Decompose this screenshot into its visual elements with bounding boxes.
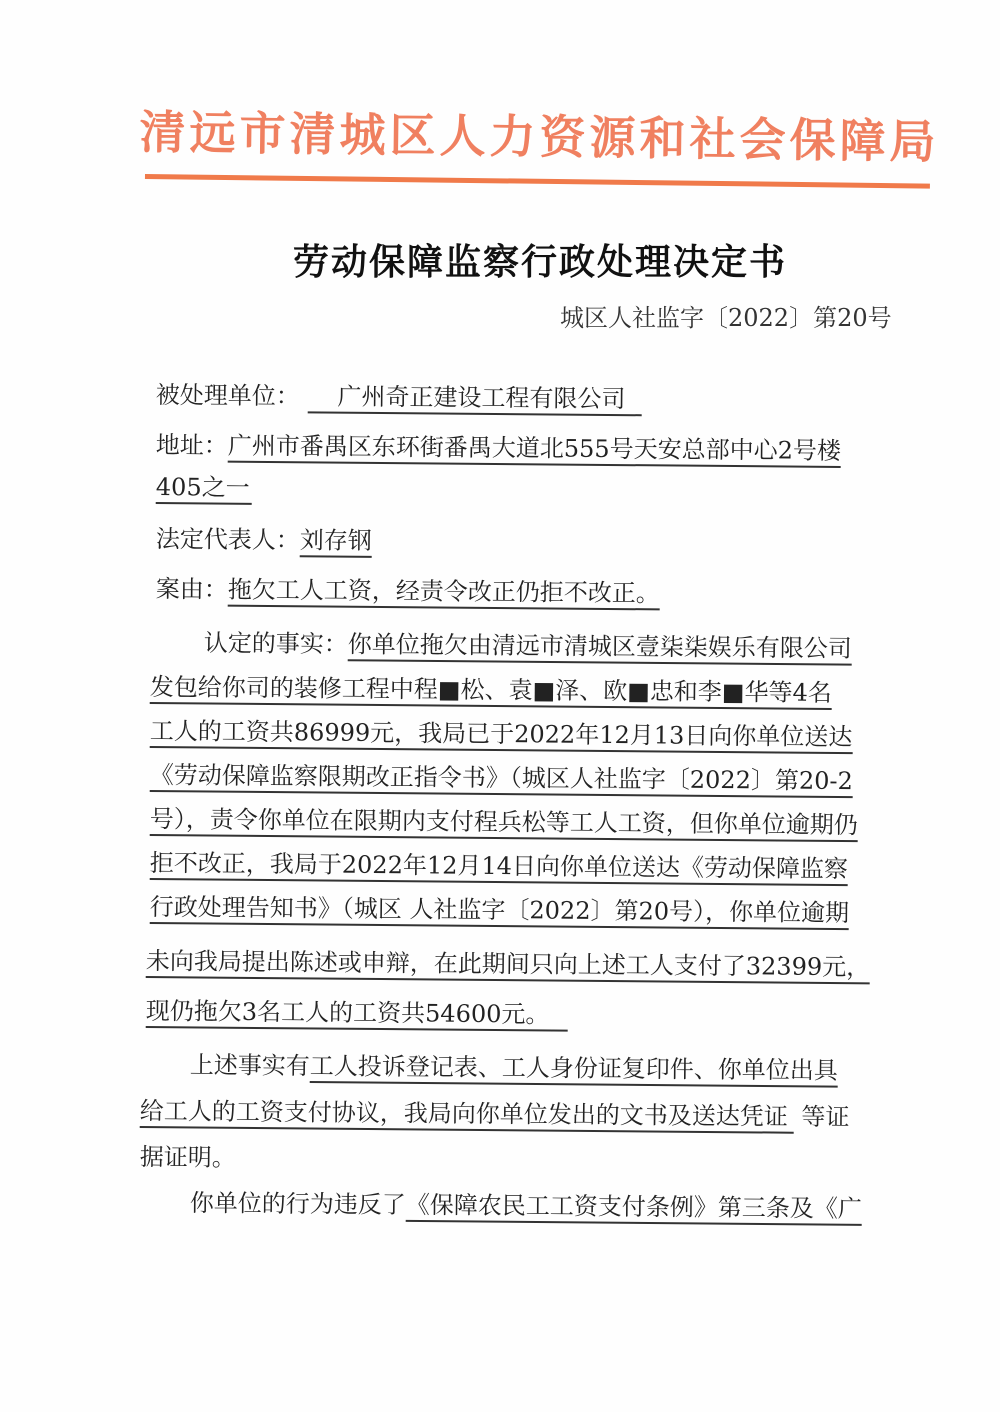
violation-prefix: 你单位的行为违反了 bbox=[189, 1188, 406, 1219]
evidence-line-1 bbox=[190, 1048, 838, 1088]
facts-line-2 bbox=[150, 670, 832, 710]
facts-line-1 bbox=[204, 626, 852, 666]
address-label: 地址： bbox=[155, 430, 228, 460]
address-value-line1: 广州市番禺区东环街番禺大道北555号天安总部中心2号楼 bbox=[228, 432, 841, 468]
facts-line-6 bbox=[150, 846, 848, 886]
facts-line-7 bbox=[150, 890, 850, 930]
facts-text-7: 行政处理告知书》（城区 人社监字〔2022〕第20号），你单位逾期 bbox=[150, 893, 849, 930]
evidence-line-2 bbox=[140, 1094, 850, 1134]
facts-text-5: 号），责令你单位在限期内支付程兵松等工人工资，但你单位逾期仍 bbox=[150, 805, 858, 842]
facts-text-9: 现仍拖欠3名工人的工资共54600元。 bbox=[146, 997, 568, 1032]
evidence-text-2: 给工人的工资支付协议，我局向你单位发出的文书及送达凭证 bbox=[140, 1097, 794, 1134]
facts-text-6: 拒不改正，我局于2022年12月14日向你单位送达《劳动保障监察 bbox=[150, 849, 848, 886]
facts-text-8: 未向我局提出陈述或申辩，在此期间只向上述工人支付了32399元， bbox=[146, 947, 871, 984]
evidence-text-1: 工人投诉登记表、工人身份证复印件、你单位出具 bbox=[310, 1052, 838, 1088]
evidence-prefix: 上述事实有 bbox=[189, 1050, 310, 1081]
evidence-line-3 bbox=[140, 1140, 236, 1175]
evidence-suffix: 等证 bbox=[801, 1102, 850, 1132]
facts-text-3: 工人的工资共86999元，我局已于2022年12月13日向你单位送达 bbox=[150, 717, 853, 754]
cause-label: 案由： bbox=[155, 574, 228, 604]
legal-rep-value: 刘存钢 bbox=[300, 526, 372, 558]
evidence-text-3: 据证明。 bbox=[139, 1142, 236, 1172]
facts-text-2: 发包给你司的装修工程中程■松、袁■泽、欧■忠和李■华等4名 bbox=[150, 673, 832, 710]
document-number-text: 城区人社监字〔2022〕第20号 bbox=[560, 304, 892, 332]
facts-text-1: 你单位拖欠由清远市清城区壹柒柒娱乐有限公司 bbox=[348, 630, 852, 665]
agency-letterhead: 清远市清城区人力资源和社会保障局 bbox=[139, 104, 940, 169]
facts-line-5 bbox=[150, 802, 858, 842]
facts-line-8 bbox=[146, 944, 871, 984]
cause-field bbox=[156, 572, 660, 610]
unit-label: 被处理单位： bbox=[155, 380, 300, 411]
facts-line-9 bbox=[146, 994, 568, 1032]
address-value-line2: 405之一 bbox=[156, 473, 252, 505]
facts-line-4 bbox=[150, 758, 853, 798]
violation-text: 《保障农民工工资支付条例》第三条及《广 bbox=[406, 1191, 862, 1226]
legal-rep-field bbox=[156, 522, 372, 558]
violation-line bbox=[190, 1186, 862, 1226]
facts-text-4: 《劳动保障监察限期改正指令书》（城区人社监字〔2022〕第20-2 bbox=[150, 761, 853, 798]
unit-field bbox=[156, 378, 642, 416]
unit-value: 广州奇正建设工程有限公司 bbox=[307, 382, 641, 416]
document-number bbox=[560, 298, 900, 333]
address-field-cont bbox=[156, 470, 252, 505]
facts-label: 认定的事实： bbox=[203, 628, 348, 659]
address-field bbox=[156, 428, 841, 468]
cause-value: 拖欠工人工资，经责令改正仍拒不改正。 bbox=[228, 576, 660, 611]
letterhead-divider bbox=[145, 174, 930, 189]
facts-line-3 bbox=[150, 714, 853, 754]
legal-rep-label: 法定代表人： bbox=[155, 524, 300, 555]
document-title: 劳动保障监察行政处理决定书 bbox=[292, 241, 787, 283]
